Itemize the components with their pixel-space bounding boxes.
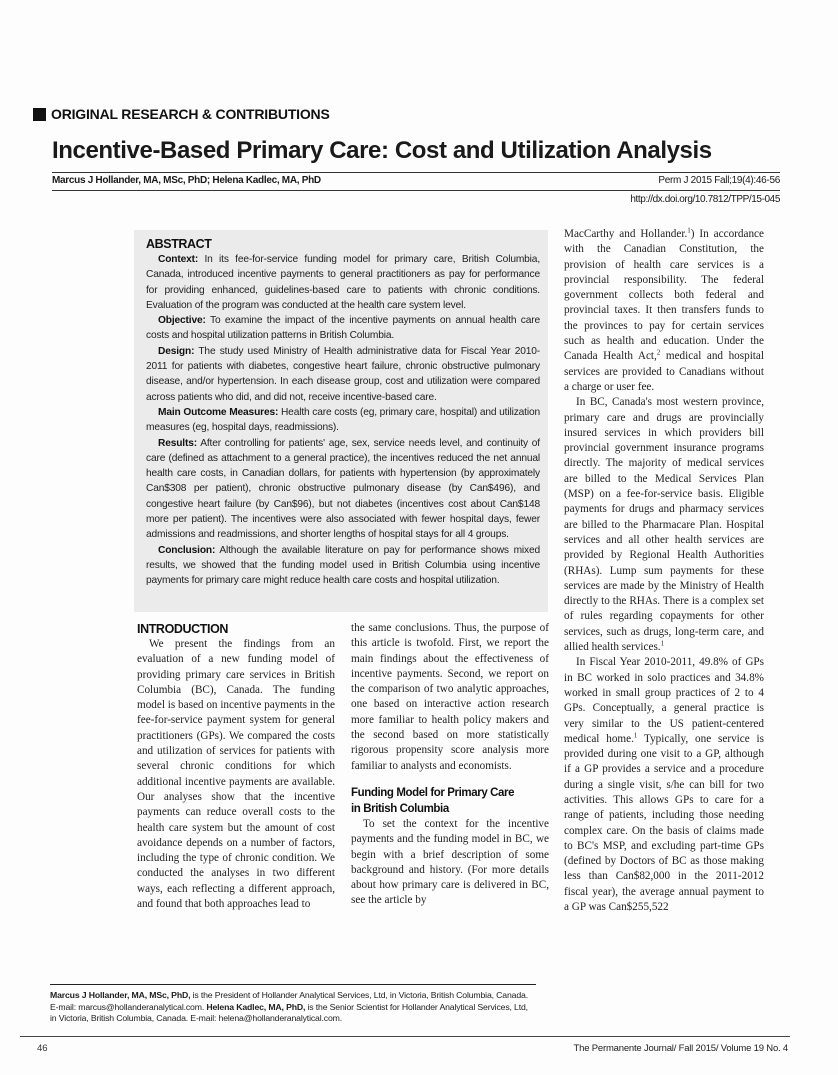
body-paragraph: the same conclusions. Thus, the purpose of this article is twofold. First, we report the main findings about the effectiveness of incentive payments. Second, we report on the comparison of two analytic approaches, one based on interactive action research more familiar to health policy makers and the second based on more statistically rigorous propensity score analysis more familiar to analysts and economists. bbox=[351, 622, 549, 772]
citation: Perm J 2015 Fall;19(4):46-56 bbox=[658, 175, 780, 186]
body-column-1 bbox=[137, 621, 335, 912]
abstract-text: Health care costs (eg, primary care, hospital) and utilization measures (eg, hospital days, readmissions). bbox=[146, 406, 540, 434]
abstract-label: Results: bbox=[158, 437, 197, 449]
section-tag-label: ORIGINAL RESEARCH & CONTRIBUTIONS bbox=[51, 106, 330, 122]
author-divider bbox=[52, 190, 780, 191]
abstract-text: The study used Ministry of Health administrative data for Fiscal Year 2010-2011 for patients with diabetes, congestive heart failure, chronic obstructive pulmonary disease, and/or hypertension. In each disease group, cost and utilization were compared across patients who did, and did not, receive incentive-based care. bbox=[146, 345, 540, 403]
reference-marker[interactable]: 1 bbox=[687, 226, 691, 235]
text-run: In BC, Canada's most western province, primary care and drugs are provincially insured services in which providers bill provincial government insurance programs directly. The majority of medical services are billed to the Medical Services Plan (MSP) on a fee-for-service basis. Eligible payments for drugs and pharmacy services are billed to the Pharmacare Plan. Hospital services and all other health services are provided by Regional Health Authorities (RHAs). Lump sum payments for these services are made by the Ministry of Health directly to the RHAs. There is a complex set of rules regarding copayments for other services, such as drugs, long-term care, and allied health services. bbox=[564, 396, 764, 654]
subheading-line: Funding Model for Primary Care bbox=[351, 786, 515, 799]
reference-marker[interactable]: 1 bbox=[633, 731, 638, 740]
body-paragraph: To set the context for the incentive payments and the funding model in BC, we begin with a brief description of some background and history. (For more details about how primary care is delivered in BC, see the article by bbox=[351, 817, 549, 907]
abstract-outcome-measures bbox=[146, 405, 540, 436]
subheading-line: in British Columbia bbox=[351, 802, 449, 815]
footnote-divider bbox=[50, 984, 536, 985]
body-column-3 bbox=[564, 227, 764, 915]
page-number: 46 bbox=[37, 1043, 48, 1054]
doi-link[interactable]: http://dx.doi.org/10.7812/TPP/15-045 bbox=[630, 194, 780, 205]
body-paragraph bbox=[564, 227, 764, 395]
footer-divider bbox=[20, 1036, 790, 1037]
abstract-results bbox=[146, 436, 540, 543]
abstract-conclusion bbox=[146, 543, 540, 589]
text-run: MacCarthy and Hollander. bbox=[564, 228, 688, 240]
text-run: ) In accordance with the Canadian Constitution, the provision of health care services is a provincial responsibility. The federal government collects both federal and provincial taxes. It then transfers funds to the provinces to pay for certain services such as health and education. Under the Canada Health Act, bbox=[564, 228, 764, 363]
abstract-label: Main Outcome Measures: bbox=[158, 406, 279, 418]
funding-model-heading bbox=[351, 785, 549, 817]
body-column-2 bbox=[351, 621, 549, 909]
abstract-heading: ABSTRACT bbox=[146, 237, 212, 251]
abstract-design bbox=[146, 344, 540, 405]
author-footnote bbox=[50, 990, 536, 1025]
text-run: medical and hospital services are provided to Canadians without a charge or user fee. bbox=[564, 350, 764, 393]
footnote-text: is the Senior Scientist for Hollander Analytical Services, Ltd, in Victoria, British Columbia, Canada. E-mail: helena@hollanderanalytical.com. bbox=[50, 1001, 528, 1023]
body-paragraph: We present the findings from an evaluation of a new funding model of providing primary care services in British Columbia (BC), Canada. The funding model is based on incentive payments in the fee-for-service payment system for general practitioners (GPs). We compared the costs and utilization of services for patients with several chronic conditions for which additional incentive payments are available. Our analyses show that the incentive payments can reduce overall costs to the health care system but the amount of cost avoidance depends on a number of factors, including the type of chronic condition. We conducted the analyses in two different ways, each reflecting a different approach, and found that both approaches lead to bbox=[137, 638, 335, 911]
abstract-text: To examine the impact of the incentive payments on annual health care costs and hospital utilization patterns in British Columbia. bbox=[146, 315, 540, 342]
text-run: In Fiscal Year 2010-2011, 49.8% of GPs in BC worked in solo practices and 34.8% worked in small group practices of 2 to 4 GPs. Conceptually, a general practice is very similar to the US patient-centered medical home. bbox=[564, 656, 764, 745]
abstract-text: Although the available literature on pay for performance shows mixed results, we showed that the funding model used in British Columbia using incentive payments for primary care might reduce health care costs and hospital utilization. bbox=[146, 544, 540, 587]
journal-footer: The Permanente Journal/ Fall 2015/ Volume 19 No. 4 bbox=[573, 1043, 788, 1054]
footnote-author-name: Marcus J Hollander, MA, MSc, PhD, bbox=[50, 990, 191, 1000]
introduction-heading: INTRODUCTION bbox=[137, 622, 229, 636]
footnote-author-name: Helena Kadlec, MA, PhD, bbox=[206, 1001, 306, 1012]
author-line: Marcus J Hollander, MA, MSc, PhD; Helena Kadlec, MA, PhD bbox=[52, 175, 321, 186]
abstract-label: Objective: bbox=[158, 315, 206, 327]
abstract-label: Conclusion: bbox=[158, 544, 216, 556]
abstract-text: In its fee-for-service funding model for primary care, British Columbia, Canada, introduced incentive payments to general practitioners as pay for performance for providing enhanced, guidelines-based care to patients with chronic conditions. Evaluation of the program was conducted at the health care system level. bbox=[146, 254, 540, 311]
reference-marker[interactable]: 2 bbox=[656, 348, 661, 357]
abstract-context bbox=[146, 252, 540, 313]
footnote-text: is the President of Hollander Analytical Services, Ltd, in Victoria, British Columbia, Canada. E-mail: marcus@hollanderanalytical.com. bbox=[50, 990, 528, 1012]
title-divider bbox=[52, 172, 780, 173]
body-paragraph bbox=[564, 395, 764, 655]
reference-marker[interactable]: 1 bbox=[660, 639, 665, 648]
abstract-text: After controlling for patients' age, sex, service needs level, and continuity of care (defined as attachment to a general practice), the incentives reduced the net annual health care costs, in Canadian dollars, for patients with hypertension (by approximately Can$308 per patient), chronic obstructive pulmonary disease (by Can$496), and congestive heart failure (by Can$96), but not diabetes (incentives cost about Can$148 more per patient). The incentives were also associated with fewer hospital days, fewer admissions and readmissions, and shorter lengths of hospital stays for all 4 groups. bbox=[146, 437, 540, 541]
abstract-label: Design: bbox=[158, 345, 195, 357]
abstract-box bbox=[134, 230, 548, 612]
abstract-label: Context: bbox=[158, 254, 199, 265]
section-square-icon bbox=[33, 108, 46, 121]
abstract-objective bbox=[146, 313, 540, 344]
article-title: Incentive-Based Primary Care: Cost and Utilization Analysis bbox=[52, 137, 712, 164]
section-tag bbox=[33, 106, 330, 122]
body-paragraph bbox=[564, 655, 764, 915]
text-run: Typically, one service is provided during one visit to a GP, although if a GP provides a service and a procedure during a single visit, s/he can bill for two activities. This allows GPs to care for a range of patients, including those needing complex care. On the basis of claims made to BC's MSP, and excluding part-time GPs (defined by Doctors of BC as those making less than Can$82,000 in the 2011-2012 fiscal year), the average annual payment to a GP was Can$255,522 bbox=[564, 732, 765, 914]
